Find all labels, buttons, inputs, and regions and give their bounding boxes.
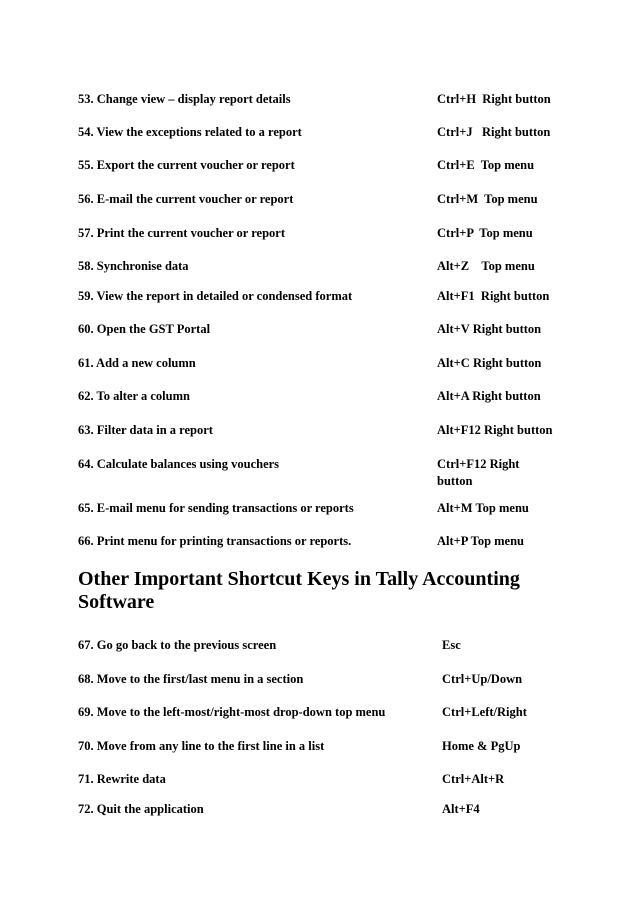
shortcut-description: 57. Print the current voucher or report	[78, 226, 286, 240]
shortcut-key: Ctrl+F12 Right button	[437, 457, 523, 488]
shortcut-key: Alt+M Top menu	[437, 501, 529, 515]
shortcut-description: 70. Move from any line to the first line in a list	[78, 739, 325, 753]
shortcut-description: 58. Synchronise data	[78, 259, 189, 273]
section-heading: Other Important Shortcut Keys in Tally Accounting Software	[78, 568, 520, 613]
shortcut-description: 53. Change view – display report details	[78, 92, 291, 106]
shortcut-description: 68. Move to the first/last menu in a section	[78, 672, 304, 686]
shortcut-description: 72. Quit the application	[78, 802, 204, 816]
shortcut-description: 56. E-mail the current voucher or report	[78, 192, 294, 206]
shortcut-key: Alt+F4	[442, 802, 480, 816]
shortcut-description: 61. Add a new column	[78, 356, 196, 370]
shortcut-key: Home & PgUp	[442, 739, 521, 753]
shortcut-key: Alt+Z Top menu	[437, 259, 535, 273]
shortcut-description: 62. To alter a column	[78, 389, 190, 403]
shortcut-description: 63. Filter data in a report	[78, 423, 213, 437]
shortcut-key: Esc	[442, 638, 461, 652]
shortcut-description: 65. E-mail menu for sending transactions or reports	[78, 501, 354, 515]
shortcut-key: Ctrl+Left/Right	[442, 705, 527, 719]
shortcut-description: 55. Export the current voucher or report	[78, 158, 295, 172]
shortcut-key: Ctrl+E Top menu	[437, 158, 535, 172]
shortcut-description: 54. View the exceptions related to a report	[78, 125, 302, 139]
shortcut-key: Ctrl+P Top menu	[437, 226, 533, 240]
shortcut-key: Alt+P Top menu	[437, 534, 525, 548]
shortcut-description: 71. Rewrite data	[78, 772, 166, 786]
shortcut-key: Alt+C Right button	[437, 356, 542, 370]
shortcut-key: Ctrl+Alt+R	[442, 772, 505, 786]
shortcut-description: 60. Open the GST Portal	[78, 322, 211, 336]
shortcut-key: Alt+V Right button	[437, 322, 542, 336]
shortcut-key: Alt+F1 Right button	[437, 289, 550, 303]
shortcut-key: Ctrl+J Right button	[437, 125, 551, 139]
shortcut-key: Alt+A Right button	[437, 389, 541, 403]
shortcut-key: Ctrl+M Top menu	[437, 192, 538, 206]
shortcut-description: 64. Calculate balances using vouchers	[78, 457, 280, 471]
shortcut-description: 66. Print menu for printing transactions or reports.	[78, 534, 352, 548]
shortcut-description: 59. View the report in detailed or condensed format	[78, 289, 353, 303]
shortcut-key: Alt+F12 Right button	[437, 423, 553, 437]
shortcut-key: Ctrl+Up/Down	[442, 672, 523, 686]
shortcut-description: 69. Move to the left-most/right-most drop-down top menu	[78, 705, 386, 719]
shortcut-key: Ctrl+H Right button	[437, 92, 551, 106]
shortcut-description: 67. Go go back to the previous screen	[78, 638, 277, 652]
